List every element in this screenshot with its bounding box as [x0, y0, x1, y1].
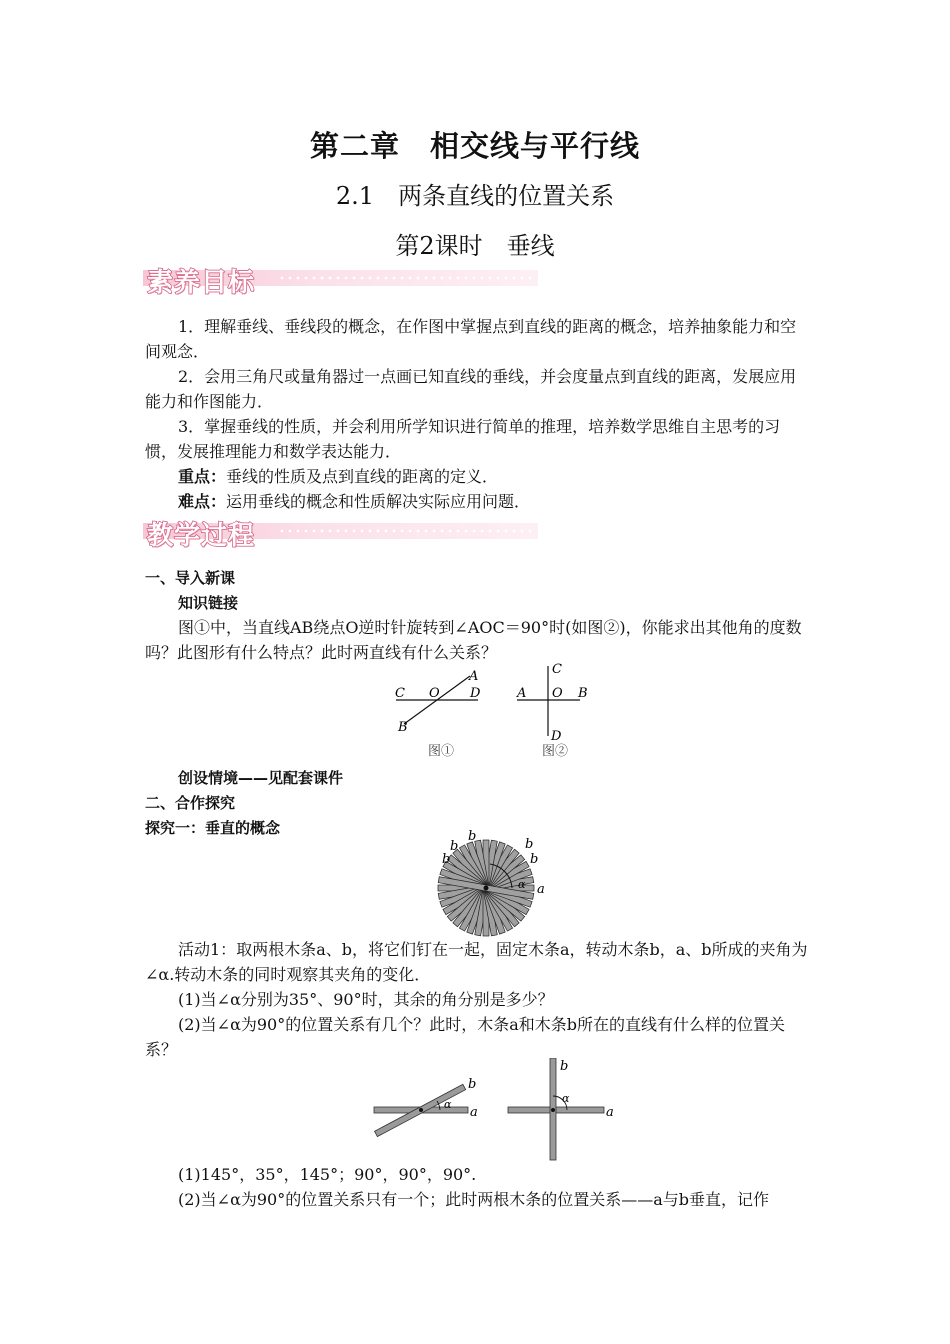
process-banner [143, 515, 538, 551]
process-banner-text: 教学过程 [147, 521, 256, 551]
stick-angle-figures [370, 1058, 620, 1163]
alpha-left: α [444, 1098, 452, 1111]
activity-1 [145, 937, 810, 987]
label-d-2: D [551, 729, 562, 744]
goal-item-3: 3．掌握垂线的性质，并会利用所学知识进行简单的推理，培养数学思维自主思考的习惯，发展推理能力和数学表达能力． [145, 417, 781, 461]
label-o: O [429, 686, 440, 701]
goal-item-1: 1．理解垂线、垂线段的概念，在作图中掌握点到直线的距离的概念，培养抽象能力和空间观念． [145, 317, 797, 361]
goals-banner [143, 262, 538, 298]
label-b: B [398, 720, 408, 735]
knowledge-link: 知识链接 [178, 594, 239, 612]
activity-label: 活动1： [178, 940, 237, 959]
alpha-label: α [518, 878, 526, 891]
label-d: D [470, 686, 481, 701]
coop-heading: 二、合作探究 [145, 794, 236, 812]
label-b-stick-4: b [525, 837, 534, 852]
label-b-2: B [578, 686, 588, 701]
label-a-stick: a [537, 882, 545, 897]
scenario-line: 创设情境——见配套课件 [178, 769, 344, 787]
a-right: a [606, 1105, 614, 1120]
fig2-caption: 图② [542, 744, 569, 759]
section-title: 2.1 两条直线的位置关系 [335, 182, 615, 210]
difficulty-point [145, 489, 810, 514]
label-b-stick-3: b [468, 830, 477, 844]
b-right: b [560, 1059, 569, 1074]
chapter-title: 第二章 相交线与平行线 [309, 129, 640, 163]
lesson-title: 第2课时 垂线 [395, 232, 555, 260]
pivot-left [419, 1108, 423, 1112]
alpha-right: α [562, 1092, 570, 1105]
answer-2: (2)当∠α为90°的位置关系只有一个；此时两根木条的位置关系——a与b垂直，记作 [178, 1190, 770, 1209]
label-b-stick-1: b [442, 852, 451, 867]
banner-dots [278, 529, 533, 533]
difficulty-text: 运用垂线的概念和性质解决实际应用问题． [226, 492, 531, 511]
pivot-right [551, 1108, 555, 1112]
question-1: (1)当∠α分别为35°、90°时，其余的角分别是多少？ [178, 990, 554, 1009]
key-text: 垂线的性质及点到直线的距离的定义． [226, 467, 499, 486]
goals-banner-text: 素养目标 [147, 268, 256, 298]
activity-text: 取两根木条a、b，将它们钉在一起，固定木条a，转动木条b，a、b所成的夹角为∠α.转动木条的同时观察其夹角的变化． [145, 940, 808, 984]
difficulty-label: 难点： [178, 492, 227, 511]
b-left: b [468, 1077, 477, 1092]
answer-1: (1)145°，35°，145°；90°，90°，90°. [178, 1165, 477, 1184]
label-a: A [469, 669, 479, 684]
label-b-stick-5: b [530, 852, 539, 867]
label-a-2: A [517, 686, 527, 701]
intro-heading: 一、导入新课 [145, 569, 236, 587]
explore1-heading: 探究一：垂直的概念 [145, 819, 281, 837]
fig1-caption: 图① [428, 744, 455, 759]
banner-dots [278, 276, 533, 280]
key-label: 重点： [178, 467, 227, 486]
goal-item-2: 2．会用三角尺或量角器过一点画已知直线的垂线，并会度量点到直线的距离，发展应用能力和作图能力． [145, 367, 797, 411]
a-left: a [470, 1105, 478, 1120]
pivot [484, 886, 489, 891]
question-2: (2)当∠α为90°的位置关系有几个？此时，木条a和木条b所在的直线有什么样的位置关系？ [145, 1015, 786, 1059]
intersecting-lines-figures [380, 660, 610, 760]
label-b-stick-2: b [450, 839, 459, 854]
intro-text: 图①中，当直线AB绕点O逆时针旋转到∠AOC＝90°时(如图②)，你能求出其他角的度数吗？此图形有什么特点？此时两直线有什么关系？ [145, 618, 802, 662]
key-point [145, 464, 810, 489]
label-o-2: O [552, 686, 563, 701]
label-c: C [395, 686, 405, 701]
label-c-2: C [552, 662, 562, 677]
